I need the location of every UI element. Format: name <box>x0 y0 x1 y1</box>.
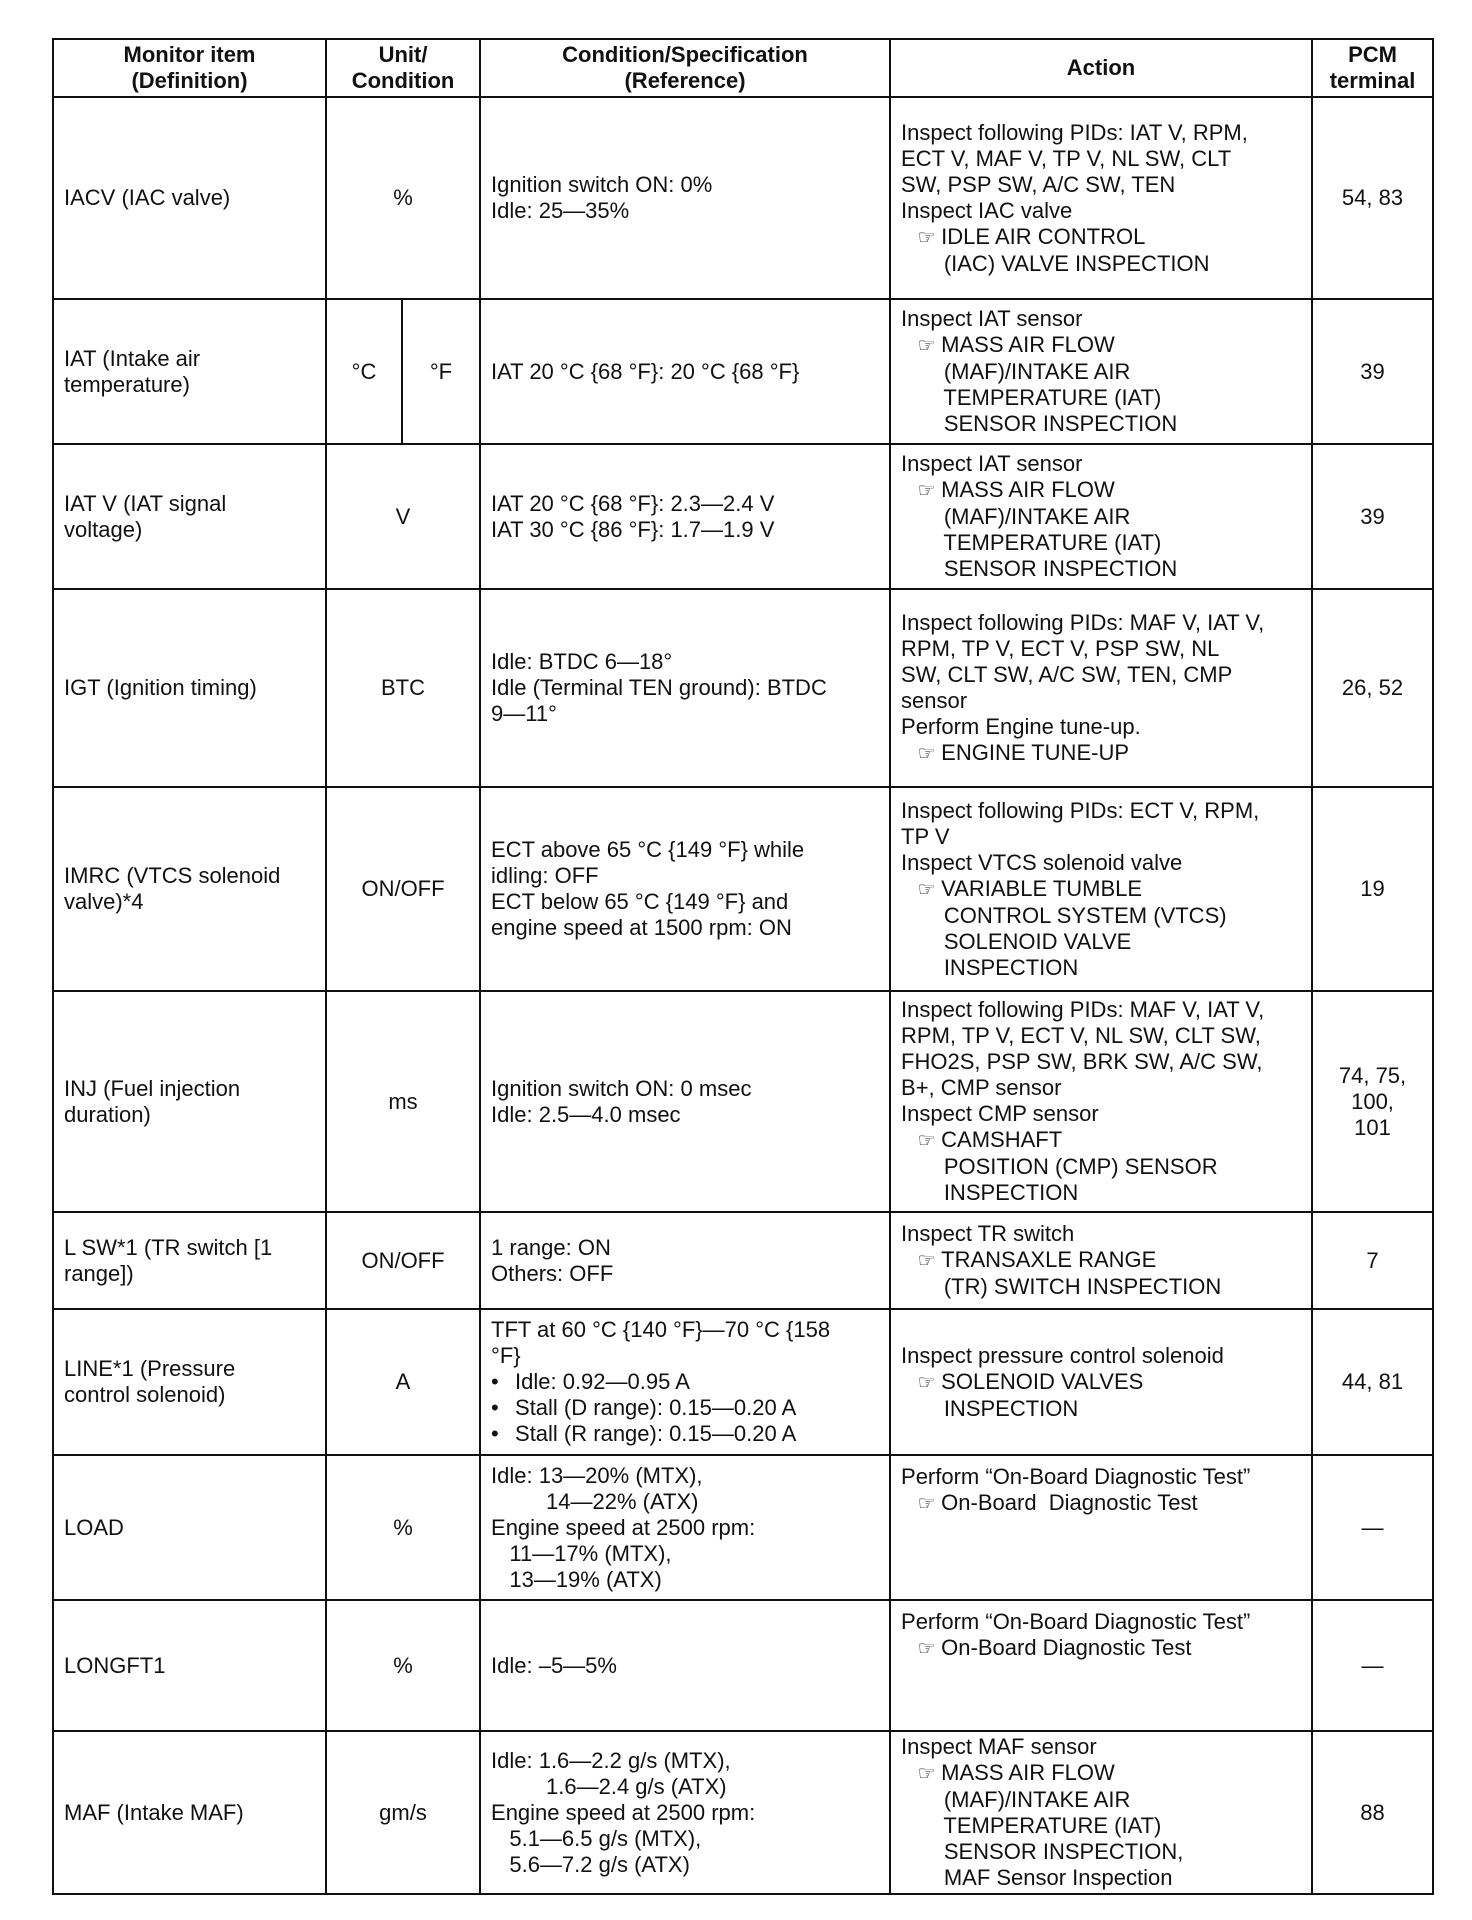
pcm-terminal: 88 <box>1312 1731 1433 1894</box>
header-action: Action <box>890 39 1312 97</box>
action: Inspect following PIDs: ECT V, RPM, TP V Inspect VTCS solenoid valve ☞ VARIABLE TUMBLE CONTROL SYSTEM (VTCS) SOLENOID VALVE INSPECTION <box>890 787 1312 991</box>
pcm-terminal: — <box>1312 1600 1433 1731</box>
monitor-item: MAF (Intake MAF) <box>53 1731 326 1894</box>
manual-reference-icon: ☞ <box>901 742 942 765</box>
manual-reference-cont: SENSOR INSPECTION, <box>943 1839 1184 1864</box>
header-condition: Condition/Specification (Reference) <box>480 39 890 97</box>
unit: V <box>326 444 480 589</box>
action: Inspect following PIDs: IAT V, RPM, ECT V, MAF V, TP V, NL SW, CLT SW, PSP SW, A/C SW, TEN Inspect IAC valve ☞ IDLE AIR CONTROL (IAC) VALVE INSPECTION <box>890 97 1312 299</box>
action: Perform “On-Board Diagnostic Test” ☞ On-Board Diagnostic Test <box>890 1455 1312 1600</box>
manual-reference[interactable]: ☞ IDLE AIR CONTROL <box>901 223 1146 249</box>
specification: IAT 20 °C {68 °F}: 2.3—2.4 V IAT 30 °C {86 °F}: 1.7—1.9 V <box>480 444 890 589</box>
manual-reference-icon: ☞ <box>901 1638 942 1660</box>
manual-reference[interactable]: ☞ VARIABLE TUMBLE <box>901 875 1143 901</box>
spec-bullet: • Stall (R range): 0.15—0.20 A <box>491 1421 879 1447</box>
unit: % <box>326 1455 480 1600</box>
table-row-load <box>53 1455 1433 1600</box>
manual-reference[interactable]: ☞ On-Board Diagnostic Test <box>901 1490 1198 1515</box>
monitor-item: IAT V (IAT signal voltage) <box>53 444 326 589</box>
table-row-line <box>53 1309 1433 1455</box>
manual-reference-icon: ☞ <box>901 878 942 901</box>
manual-reference-icon: ☞ <box>901 480 942 502</box>
manual-reference-cont: INSPECTION <box>943 1180 1079 1205</box>
table-row-iat <box>53 299 1433 444</box>
manual-reference-cont: TEMPERATURE (IAT) <box>943 530 1162 555</box>
specification: Idle: 1.6—2.2 g/s (MTX), 1.6—2.4 g/s (ATX) Engine speed at 2500 rpm: 5.1—6.5 g/s (MTX), 5.6—7.2 g/s (ATX) <box>480 1731 890 1894</box>
pcm-terminal: 39 <box>1312 299 1433 444</box>
manual-reference-cont: SENSOR INSPECTION <box>943 556 1178 581</box>
manual-reference-cont: (MAF)/INTAKE AIR <box>943 359 1131 384</box>
manual-reference[interactable]: ☞ On-Board Diagnostic Test <box>901 1635 1192 1660</box>
monitor-item: LOAD <box>53 1455 326 1600</box>
manual-reference-icon: ☞ <box>901 1371 942 1394</box>
header-row <box>53 39 1433 97</box>
pcm-terminal: 44, 81 <box>1312 1309 1433 1455</box>
manual-reference[interactable]: ☞ SOLENOID VALVES <box>901 1368 1144 1394</box>
unit: ON/OFF <box>326 1212 480 1309</box>
action: Inspect TR switch ☞ TRANSAXLE RANGE (TR) SWITCH INSPECTION <box>890 1212 1312 1309</box>
table-row-igt <box>53 589 1433 787</box>
manual-reference[interactable]: ☞ MASS AIR FLOW <box>901 1760 1115 1785</box>
manual-reference[interactable]: ☞ TRANSAXLE RANGE <box>901 1247 1157 1272</box>
action: Perform “On-Board Diagnostic Test” ☞ On-Board Diagnostic Test <box>890 1600 1312 1731</box>
monitor-item: INJ (Fuel injection duration) <box>53 991 326 1212</box>
unit-celsius: °C <box>326 299 402 444</box>
monitor-item: IGT (Ignition timing) <box>53 589 326 787</box>
unit: ON/OFF <box>326 787 480 991</box>
manual-reference-cont: SENSOR INSPECTION <box>943 411 1178 436</box>
specification: Idle: 13—20% (MTX), 14—22% (ATX) Engine speed at 2500 rpm: 11—17% (MTX), 13—19% (ATX) <box>480 1455 890 1600</box>
table-row-iacv <box>53 97 1433 299</box>
pcm-terminal: 7 <box>1312 1212 1433 1309</box>
pcm-terminal: 26, 52 <box>1312 589 1433 787</box>
manual-reference[interactable]: ☞ CAMSHAFT <box>901 1127 1063 1152</box>
manual-reference-icon: ☞ <box>901 1130 942 1152</box>
pid-monitor-table <box>52 38 1434 1895</box>
action: Inspect pressure control solenoid ☞ SOLENOID VALVES INSPECTION <box>890 1309 1312 1455</box>
manual-reference-icon: ☞ <box>901 1250 942 1272</box>
manual-reference-icon: ☞ <box>901 1493 942 1515</box>
monitor-item: IAT (Intake air temperature) <box>53 299 326 444</box>
table-row-maf <box>53 1731 1433 1894</box>
manual-reference-cont: CONTROL SYSTEM (VTCS) <box>943 902 1227 928</box>
specification: Idle: –5—5% <box>480 1600 890 1731</box>
pcm-terminal: — <box>1312 1455 1433 1600</box>
manual-reference-cont: (TR) SWITCH INSPECTION <box>943 1274 1222 1299</box>
unit: % <box>326 1600 480 1731</box>
specification: TFT at 60 °C {140 °F}—70 °C {158 °F} • Idle: 0.92—0.95 A • Stall (D range): 0.15—0.20 A • Stall (R range): 0.15—0.20 A <box>480 1309 890 1455</box>
manual-reference[interactable]: ☞ MASS AIR FLOW <box>901 332 1115 357</box>
pcm-terminal: 74, 75, 100, 101 <box>1312 991 1433 1212</box>
pcm-terminal: 39 <box>1312 444 1433 589</box>
spec-bullet: • Idle: 0.92—0.95 A <box>491 1369 879 1395</box>
action: Inspect following PIDs: MAF V, IAT V, RPM, TP V, ECT V, PSP SW, NL SW, CLT SW, A/C SW, TEN, CMP sensor Perform Engine tune-up. ☞ ENGINE TUNE-UP <box>890 589 1312 787</box>
manual-reference-cont: (MAF)/INTAKE AIR <box>943 504 1131 529</box>
action: Inspect IAT sensor ☞ MASS AIR FLOW (MAF)/INTAKE AIR TEMPERATURE (IAT) SENSOR INSPECTION <box>890 444 1312 589</box>
manual-reference[interactable]: ☞ ENGINE TUNE-UP <box>901 739 1130 765</box>
header-unit: Unit/ Condition <box>326 39 480 97</box>
pcm-terminal: 19 <box>1312 787 1433 991</box>
manual-reference-cont: INSPECTION <box>943 1395 1079 1421</box>
manual-reference[interactable]: ☞ MASS AIR FLOW <box>901 477 1115 502</box>
monitor-item: L SW*1 (TR switch [1 range]) <box>53 1212 326 1309</box>
manual-reference-icon: ☞ <box>901 335 942 357</box>
monitor-item: IACV (IAC valve) <box>53 97 326 299</box>
specification: Ignition switch ON: 0 msec Idle: 2.5—4.0 msec <box>480 991 890 1212</box>
manual-reference-cont: POSITION (CMP) SENSOR <box>943 1154 1218 1179</box>
unit: A <box>326 1309 480 1455</box>
table-row-longft1 <box>53 1600 1433 1731</box>
manual-reference-icon: ☞ <box>901 226 942 249</box>
manual-reference-cont: SOLENOID VALVE <box>943 928 1132 954</box>
action: Inspect following PIDs: MAF V, IAT V, RPM, TP V, ECT V, NL SW, CLT SW, FHO2S, PSP SW, BRK SW, A/C SW, B+, CMP sensor Inspect CMP sensor ☞ CAMSHAFT POSITION (CMP) SENSOR INSPECTION <box>890 991 1312 1212</box>
action: Inspect MAF sensor ☞ MASS AIR FLOW (MAF)/INTAKE AIR TEMPERATURE (IAT) SENSOR INSPECTION, MAF Sensor Inspection <box>890 1731 1312 1894</box>
specification: Idle: BTDC 6—18° Idle (Terminal TEN ground): BTDC 9—11° <box>480 589 890 787</box>
header-pcm-terminal: PCM terminal <box>1312 39 1433 97</box>
unit: ms <box>326 991 480 1212</box>
table-row-inj <box>53 991 1433 1212</box>
table-row-iat-v <box>53 444 1433 589</box>
table-row-l-sw <box>53 1212 1433 1309</box>
pcm-terminal: 54, 83 <box>1312 97 1433 299</box>
manual-reference-cont: (MAF)/INTAKE AIR <box>943 1787 1131 1812</box>
monitor-item: IMRC (VTCS solenoid valve)*4 <box>53 787 326 991</box>
unit-fahrenheit: °F <box>402 299 480 444</box>
manual-reference-cont: MAF Sensor Inspection <box>943 1865 1173 1890</box>
monitor-item: LINE*1 (Pressure control solenoid) <box>53 1309 326 1455</box>
unit: % <box>326 97 480 299</box>
specification: 1 range: ON Others: OFF <box>480 1212 890 1309</box>
monitor-item: LONGFT1 <box>53 1600 326 1731</box>
table-row-imrc <box>53 787 1433 991</box>
specification: Ignition switch ON: 0% Idle: 25—35% <box>480 97 890 299</box>
manual-reference-cont: INSPECTION <box>943 954 1079 980</box>
action: Inspect IAT sensor ☞ MASS AIR FLOW (MAF)/INTAKE AIR TEMPERATURE (IAT) SENSOR INSPECTION <box>890 299 1312 444</box>
manual-reference-cont: TEMPERATURE (IAT) <box>943 1813 1162 1838</box>
manual-reference-icon: ☞ <box>901 1763 942 1785</box>
specification: ECT above 65 °C {149 °F} while idling: OFF ECT below 65 °C {149 °F} and engine speed at 1500 rpm: ON <box>480 787 890 991</box>
unit: gm/s <box>326 1731 480 1894</box>
unit: BTC <box>326 589 480 787</box>
manual-reference-cont: TEMPERATURE (IAT) <box>943 385 1162 410</box>
spec-bullet: • Stall (D range): 0.15—0.20 A <box>491 1395 879 1421</box>
header-monitor-item: Monitor item (Definition) <box>53 39 326 97</box>
specification: IAT 20 °C {68 °F}: 20 °C {68 °F} <box>480 299 890 444</box>
manual-reference-cont: (IAC) VALVE INSPECTION <box>943 250 1210 276</box>
